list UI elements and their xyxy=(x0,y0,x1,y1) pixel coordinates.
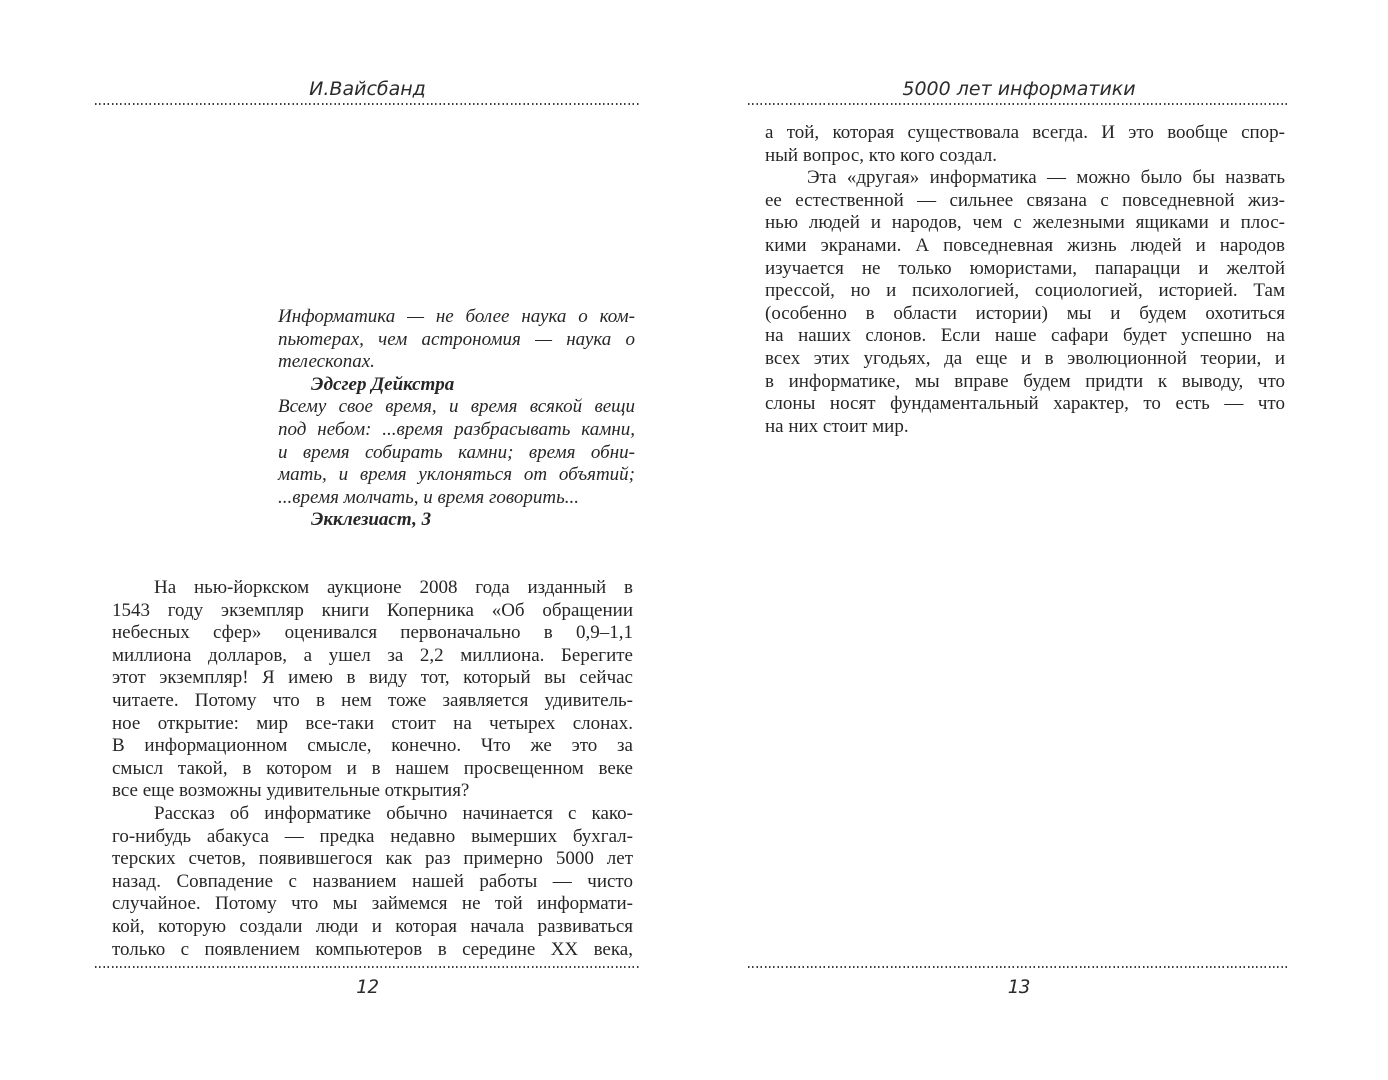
text-line: всех этих угодьях, да еще и в эволюционной теории, и xyxy=(765,347,1285,369)
text-line: все еще возможны удивительные открытия? xyxy=(112,780,470,802)
text-line: го-нибудь абакуса — предка недавно вымерших бухгал- xyxy=(112,825,633,847)
body-paragraph xyxy=(112,577,633,803)
left-running-head: И.Вайсбанд xyxy=(309,78,426,100)
text-line: 1543 году экземпляр книги Коперника «Об обращении xyxy=(112,599,633,621)
text-line: Информатика — не более наука о ком- xyxy=(278,306,635,327)
text-line: пьютерах, чем астрономия — наука о xyxy=(278,328,635,350)
text-line: на них стоит мир. xyxy=(765,415,909,437)
text-line: небесных сфер» оценивался первоначально в 0,9–1,1 xyxy=(112,622,633,644)
body-paragraph xyxy=(765,122,1285,167)
text-line: смысл такой, в котором и в нашем просвещенном веке xyxy=(112,757,633,779)
epigraph-attribution-ecclesiastes: Экклезиаст, 3 xyxy=(311,509,432,531)
body-paragraph xyxy=(765,167,1285,438)
right-header-rule xyxy=(748,103,1290,105)
text-line: нью людей и народов, чем с железными ящиками и плос- xyxy=(765,212,1285,234)
body-paragraph xyxy=(112,803,633,961)
right-body-text xyxy=(765,122,1285,438)
text-line: телескопах. xyxy=(278,351,375,373)
text-line: кими экранами. А повседневная жизнь людей и народов xyxy=(765,234,1285,256)
text-line: мать, и время уклоняться от объятий; xyxy=(278,464,635,486)
text-line: прессой, но и психологией, социологией, историей. Там xyxy=(765,280,1285,302)
text-line: ное открытие: мир все-таки стоит на четырех слонах. xyxy=(112,712,633,734)
text-line: под небом: ...время разбрасывать камни, xyxy=(278,418,635,440)
text-line: слоны носят фундаментальный характер, то есть — что xyxy=(765,393,1285,415)
left-header-rule xyxy=(95,103,640,105)
text-line: миллиона долларов, а ушел за 2,2 миллиона. Берегите xyxy=(112,644,633,666)
text-line: ный вопрос, кто кого создал. xyxy=(765,144,997,166)
right-page-number: 13 xyxy=(1007,976,1031,998)
epigraph-block xyxy=(278,306,635,532)
text-line: а той, которая существовала всегда. И это вообще спор- xyxy=(765,122,1285,143)
text-line: на наших слонов. Если наше сафари будет успешно на xyxy=(765,325,1285,347)
text-line: (особенно в области истории) мы и будем охотиться xyxy=(765,302,1285,324)
text-line: читаете. Потому что в нем тоже заявляется удивитель- xyxy=(112,689,633,711)
text-line: Эта «другая» информатика — можно было бы назвать xyxy=(807,167,1285,189)
text-line: изучается не только юмористами, папарацци и желтой xyxy=(765,257,1285,279)
epigraph-attribution-dijkstra: Эдсгер Дейкстра xyxy=(311,373,455,395)
text-line: Всему свое время, и время всякой вещи xyxy=(278,396,635,418)
text-line: ее естественной — сильнее связана с повседневной жиз- xyxy=(765,189,1285,211)
text-line: Рассказ об информатике обычно начинается с како- xyxy=(154,802,633,824)
left-footer-rule xyxy=(95,966,640,968)
text-line: терских счетов, появившегося как раз примерно 5000 лет xyxy=(112,848,633,870)
left-body-text xyxy=(112,577,633,961)
text-line: назад. Совпадение с названием нашей работы — чисто xyxy=(112,870,633,892)
text-line: кой, которую создали люди и которая начала развиваться xyxy=(112,915,633,937)
text-line: ...время молчать, и время говорить... xyxy=(278,486,579,508)
right-footer-rule xyxy=(748,966,1290,968)
epigraph-ecclesiastes xyxy=(278,396,635,509)
right-running-head: 5000 лет информатики xyxy=(902,78,1136,100)
text-line: случайное. Потому что мы займемся не той информати- xyxy=(112,893,633,915)
text-line: в информатике, мы вправе будем придти к выводу, что xyxy=(765,370,1285,392)
epigraph-dijkstra xyxy=(278,306,635,374)
text-line: На нью-йоркском аукционе 2008 года изданный в xyxy=(154,577,633,598)
left-page-number: 12 xyxy=(356,976,379,998)
text-line: В информационном смысле, конечно. Что же это за xyxy=(112,735,633,757)
book-right-page xyxy=(748,0,1290,1080)
text-line: этот экземпляр! Я имею в виду тот, который вы сейчас xyxy=(112,667,633,689)
text-line: и время собирать камни; время обни- xyxy=(278,441,635,463)
book-left-page xyxy=(95,0,640,1080)
text-line: только с появлением компьютеров в середине XX века, xyxy=(112,938,633,960)
